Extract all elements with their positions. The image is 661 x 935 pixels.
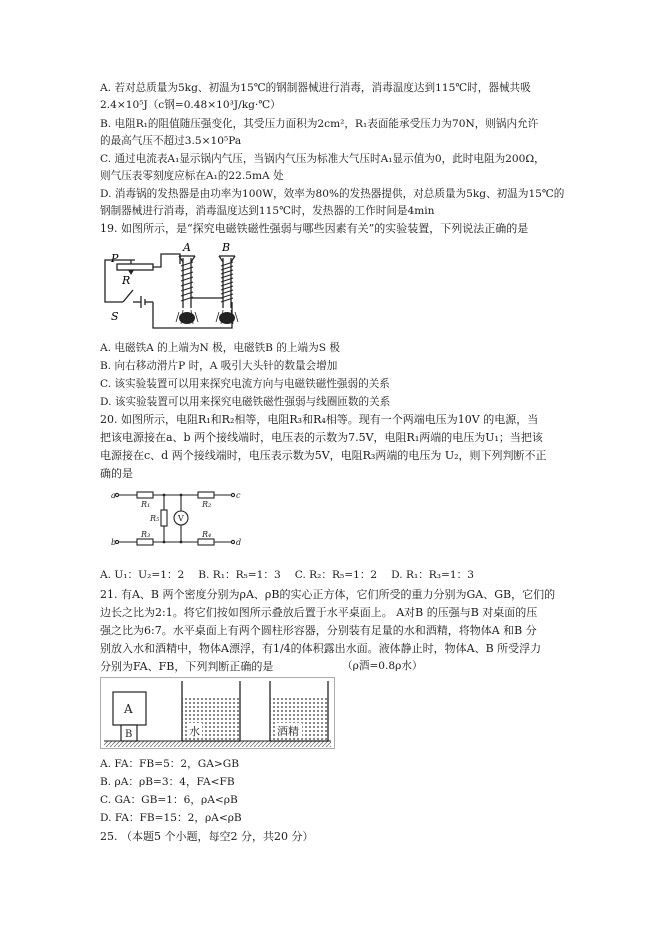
q21-option-d: D. FA：FB=15：2，ρA<ρB bbox=[100, 812, 242, 824]
q21-stem-line2: 边长之比为2:1。将它们按如图所示叠放后置于水平桌面上。 A对B 的压强与B 对桌面的压 bbox=[100, 606, 538, 619]
q19-option-a: A. 电磁铁A 的上端为N 极，电磁铁B 的上端为S 极 bbox=[100, 342, 340, 354]
q20-label-r1: R₁ bbox=[141, 500, 151, 509]
q19-option-d: D. 该实验装置可以用来探究电磁铁磁性强弱与线圈匝数的关系 bbox=[100, 396, 391, 408]
q18-option-a-line1: A. 若对总质量为5kg、初温为15℃的钢制器械进行消毒，消毒温度达到115℃时，器械共吸 bbox=[100, 82, 531, 94]
q18-option-d-line1: D. 消毒锅的发热器是由功率为100W，效率为80%的发热器提供，对总质量为5kg、初温为15℃的 bbox=[100, 188, 565, 200]
q18-option-c-line2: 则气压表零刻度应标在A₁的22.5mA 处 bbox=[100, 170, 284, 182]
q18-option-b-line1: B. 电阻R₁的阻值随压强变化，其受压力面积为2cm²，R₁表面能承受压力为70N，则锅内允许 bbox=[100, 118, 539, 130]
q18-option-c-line1: C. 通过电流表A₁显示锅内气压，当锅内气压为标准大气压时A₁显示值为0，此时电阻为200Ω， bbox=[100, 153, 545, 165]
q20-terminal-d: d bbox=[236, 538, 242, 547]
q20-stem-line4: 确的是 bbox=[100, 467, 133, 480]
q20-voltmeter-label: V bbox=[178, 514, 184, 523]
q20-stem-line1: 20. 如图所示，电阻R₁和R₂相等，电阻R₃和R₄相等。现有一个两端电压为10V 的电源，当 bbox=[100, 413, 539, 426]
q20-circuit-figure bbox=[112, 485, 242, 550]
q18-option-d-line2: 钢制器械进行消毒，消毒温度达到115℃时，发热器的工作时间是4min bbox=[100, 205, 435, 217]
q20-label-r2: R₂ bbox=[202, 500, 212, 509]
q20-terminal-c: c bbox=[236, 491, 241, 500]
q20-terminal-a: a bbox=[111, 491, 116, 500]
q19-option-b: B. 向右移动滑片P 时，A 吸引大头针的数量会增加 bbox=[100, 360, 338, 372]
q19-figure-label-b: B bbox=[222, 241, 231, 254]
q19-figure-label-r: R bbox=[122, 274, 131, 287]
q21-alcohol-label: 酒精 bbox=[277, 725, 299, 738]
q21-stem-line5: 分别为FA、FB，下列判断正确的是 bbox=[100, 660, 274, 673]
q20-label-r5: R₅ bbox=[150, 514, 160, 523]
q21-option-b: B. ρA：ρB=3：4，FA<FB bbox=[100, 776, 235, 788]
q18-option-a-line2: 2.4×10⁵J（c钢=0.48×10³J/kg·℃） bbox=[100, 99, 281, 111]
q19-figure-label-s: S bbox=[111, 310, 119, 323]
q21-containers-figure bbox=[100, 677, 335, 749]
q19-stem: 19. 如图所示，是“探究电磁铁磁性强弱与哪些因素有关”的实验装置，下列说法正确的是 bbox=[100, 222, 529, 235]
q21-block-a-label: A bbox=[124, 702, 133, 716]
q19-option-c: C. 该实验装置可以用来探究电流方向与电磁铁磁性强弱的关系 bbox=[100, 378, 390, 390]
q20-terminal-b: b bbox=[111, 538, 117, 547]
q20-label-r3: R₃ bbox=[141, 530, 151, 539]
q19-figure-label-a: A bbox=[183, 241, 191, 254]
section-25-heading: 25. （本题5 个小题，每空2 分，共20 分） bbox=[100, 830, 314, 843]
q19-electromagnet-figure bbox=[95, 240, 255, 335]
q21-option-c: C. GA：GB=1：6，ρA<ρB bbox=[100, 794, 238, 806]
q19-figure-label-p: P bbox=[111, 252, 119, 265]
q20-label-r4: R₄ bbox=[202, 530, 212, 539]
q21-density-note: （ρ酒=0.8ρ水） bbox=[342, 660, 423, 672]
q20-stem-line3: 电源接在c、d 两个接线端时，电压表示数为5V，电阻R₃两端的电压为 U₂，则下列判断不正 bbox=[100, 449, 547, 462]
q21-stem-line3: 强之比为6:7。水平桌面上有两个圆柱形容器，分别装有足量的水和酒精，将物体A 和B 分 bbox=[100, 624, 537, 637]
q21-stem-line1: 21. 有A、B 两个密度分别为ρA、ρB的实心正方体，它们所受的重力分别为GA、GB，它们的 bbox=[100, 588, 556, 601]
q21-option-a: A. FA：FB=5：2，GA>GB bbox=[100, 758, 239, 770]
q21-stem-line4: 别放入水和酒精中，物体A漂浮，有1/4的体积露出水面。液体静止时，物体A、B 所受浮力 bbox=[100, 642, 542, 655]
q20-stem-line2: 把该电源接在a、b 两个接线端时，电压表的示数为7.5V，电阻R₁两端的电压为U₁；当把该 bbox=[100, 431, 543, 444]
q20-options: A. U₁：U₂=1：2 B. R₁：R₅=1：3 C. R₂：R₅=1：2 D. R₁：R₃=1：3 bbox=[100, 569, 474, 581]
q21-block-b-label: B bbox=[125, 729, 133, 740]
q18-option-b-line2: 的最高气压不超过3.5×10⁵Pa bbox=[100, 135, 242, 147]
q21-water-label: 水 bbox=[189, 725, 200, 738]
